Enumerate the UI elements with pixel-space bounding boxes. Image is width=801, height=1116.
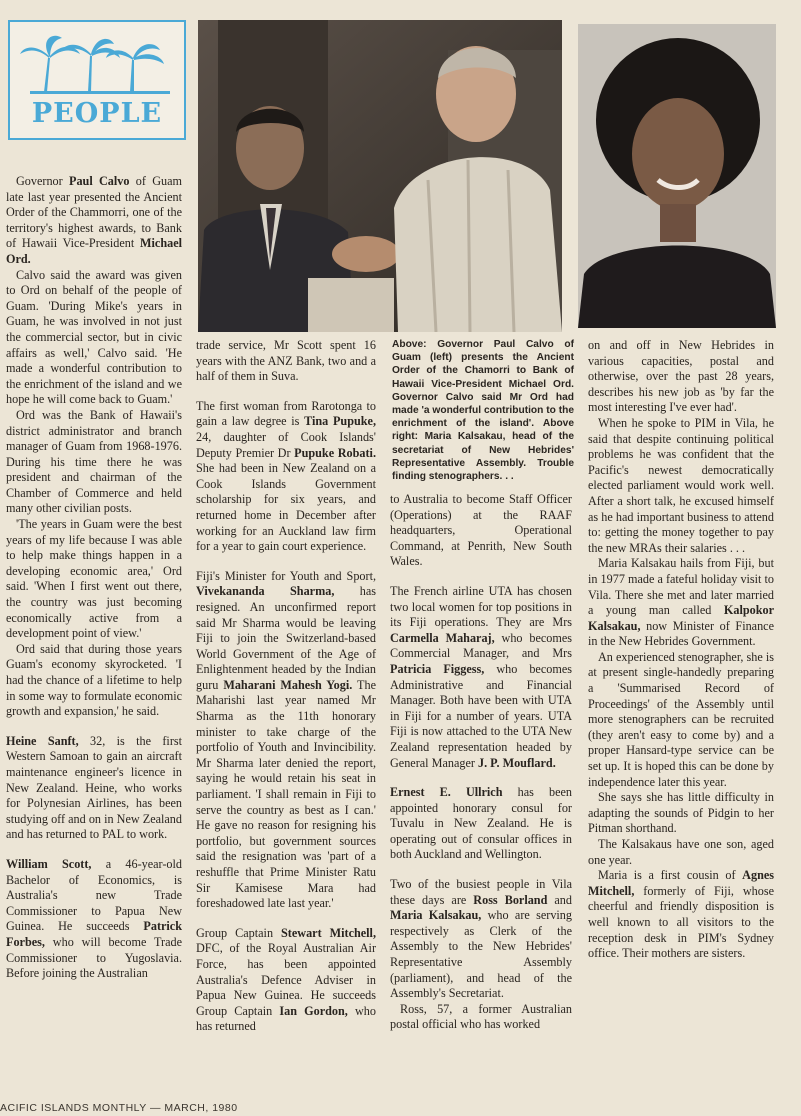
paragraph: Ross, 57, a former Australian postal official who has worked bbox=[390, 1001, 572, 1032]
column-4 bbox=[588, 338, 774, 962]
paragraph: The first woman from Rarotonga to gain a law degree is Tina Pupuke, 24, daughter of Cook Islands' Deputy Premier Dr Pupuke Robati. She had been in New Zealand on a Cook Islands Government scholarship for six years, and returned home in December after working for an Auckland law firm for a year to gain court experience. bbox=[196, 398, 376, 554]
photo-caption: Above: Governor Paul Calvo of Guam (left) presents the Ancient Order of the Chamorri to Bank of Hawaii Vice-President Michael Ord. Governor Calvo said Mr Ord had made 'a wonderful contribution to the enrichment of the island'. Above right: Maria Kalsakau, head of the secretariat of New Hebrides' Representative Assembly. Trouble finding stenographers. . . bbox=[392, 339, 574, 483]
palm-trees-icon bbox=[10, 28, 188, 102]
page-footer: ACIFIC ISLANDS MONTHLY — MARCH, 1980 bbox=[0, 1102, 238, 1114]
paragraph: Maria Kalsakau hails from Fiji, but in 1977 made a fateful holiday visit to Vila. There she met and later married a young man called Kalpokor Kalsakau, now Minister of Finance in the New Hebrides Government. bbox=[588, 556, 774, 649]
paragraph: Calvo said the award was given to Ord on behalf of the people of Guam. 'During Mike's years in Guam, he was involved in not just the commercial sector, but in civic affairs as well,' Calvo said. 'He made a wonderful contribution to the enrichment of the island and we hope he will come back to Guam.' bbox=[6, 267, 182, 407]
paragraph: Heine Sanft, 32, is the first Western Samoan to gain an aircraft maintenance engineer's licence in New Zealand. Heine, who works for Polynesian Airlines, has been studying off and on in New Zealand and has returned to PAL to work. bbox=[6, 733, 183, 842]
paragraph: Maria is a first cousin of Agnes Mitchell, formerly of Fiji, whose cheerful and friendly disposition is well known to all visitors to the reception desk in PIM's Sydney office. Their mothers are sisters. bbox=[588, 868, 774, 961]
paragraph: William Scott, a 46-year-old Bachelor of Economics, is Australia's new Trade Commissioner to Papua New Guinea. He succeeds Patrick Forbes, who will become Trade Commissioner to Yugoslavia. Before joining the Australian bbox=[6, 856, 183, 981]
paragraph: on and off in New Hebrides in various capacities, postal and otherwise, over the past 28 years, describes his new job as 'by far the most interesting I've ever had'. bbox=[588, 338, 774, 415]
paragraph: Group Captain Stewart Mitchell, DFC, of the Royal Australian Air Force, has been appointed Australia's Defence Adviser in Papua New Guinea. He succeeds Group Captain Ian Gordon, who has returned bbox=[196, 925, 376, 1034]
column-3 bbox=[390, 492, 572, 1033]
paragraph: An experienced stenographer, she is at present single-handedly preparing a 'Summarised Record of Proceedings' of the Assembly until more stenographers can be recruited (they aren't easy to come by) and a proper Hansard-type service can be set up. It is hoped this can be done by independence later this year. bbox=[588, 649, 774, 789]
photo-maria-kalsakau bbox=[578, 24, 776, 328]
paragraph: The French airline UTA has chosen two local women for top positions in its Fiji operations. They are Mrs Carmella Maharaj, who becomes Commercial Manager, and Mrs Patricia Figgess, who becomes Administrative and Financial Manager. Both have been with UTA in Fiji for a number of years. UTA Fiji is now attached to the UTA New Zealand representation headed by General Manager J. P. Mouflard. bbox=[390, 583, 572, 770]
column-2 bbox=[196, 338, 376, 1035]
paragraph: Two of the busiest people in Vila these days are Ross Borland and Maria Kalsakau, who are serving respectively as Clerk of the Assembly to the New Hebrides' Representative Assembly (parliament), and head of the Assembly's Secretariat. bbox=[390, 877, 572, 1001]
paragraph: She says she has little difficulty in adapting the sounds of Pidgin to her Pitman shorthand. bbox=[588, 790, 774, 836]
people-logo bbox=[8, 20, 186, 140]
paragraph: When he spoke to PIM in Vila, he said that despite continuing political problems he was confident that the Pacific's newest democratically elected parliament would work well. After a short talk, he excused himself as he had important business to attend to: getting the money together to pay the new MRAs their salaries . . . bbox=[588, 415, 774, 555]
paragraph: Fiji's Minister for Youth and Sport, Vivekananda Sharma, has resigned. An unconfirmed report said Mr Sharma would be leaving Fiji to join the Switzerland-based World Government of the Age of Enlightenment headed by the Indian guru Maharani Mahesh Yogi. The Maharishi last year named Mr Sharma as the 11th honorary minister to take charge of the portfolio of Youth and Invincibility. Mr Sharma later denied the report, saying he would retain his seat in parliament. 'I shall remain in Fiji to serve the country as best as I can.' He gave no reason for resigning his portfolio, but government sources said the resignation was 'part of a reshuffle that Prime Minister Ratu Sir Kamisese Mara had foreshadowed late last year.' bbox=[196, 568, 377, 911]
paragraph: trade service, Mr Scott spent 16 years with the ANZ Bank, two and a half of them in Suva. bbox=[196, 338, 376, 384]
paragraph: Governor Paul Calvo of Guam late last year presented the Ancient Order of the Chammorri, one of the territory's highest awards, to Bank of Hawaii Vice-President Michael Ord. bbox=[6, 174, 182, 266]
paragraph: Ernest E. Ullrich has been appointed honorary consul for Tuvalu in New Zealand. He is operating out of consular offices in both Auckland and Wellington. bbox=[390, 785, 572, 862]
paragraph: to Australia to become Staff Officer (Operations) at the RAAF headquarters, Operational Command, at Penrith, New South Wales. bbox=[390, 492, 572, 569]
column-1 bbox=[6, 174, 182, 982]
paragraph: 'The years in Guam were the best years of my life because I was able to help make things happen in a developing economic area,' Ord said. 'When I first went out there, the country was just becoming economically active from a development point of view.' bbox=[6, 517, 182, 641]
paragraph: Ord said that during those years Guam's economy skyrocketed. 'I had the chance of a lifetime to help in some way to formulate economic growth and expansion,' he said. bbox=[6, 641, 182, 719]
paragraph: The Kalsakaus have one son, aged one year. bbox=[588, 837, 774, 867]
photo-calvo-ord bbox=[198, 20, 562, 332]
paragraph: Ord was the Bank of Hawaii's district administrator and branch manager of Guam from 1968-1976. During his time there he was president and chairman of the Chamber of Commerce and held many other civilian posts. bbox=[6, 407, 182, 516]
section-title: PEOPLE bbox=[31, 98, 163, 129]
